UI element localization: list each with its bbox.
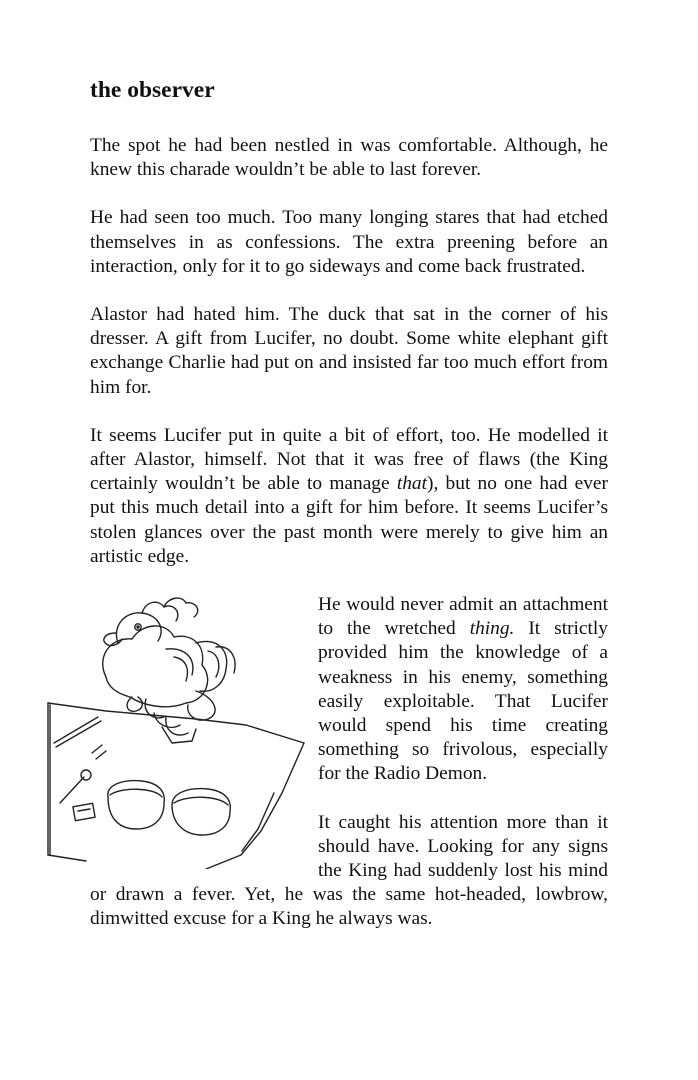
paragraph-4-part-b: ), but no one had ever put this much detail into a gift for him before. It seems Lucifer’s stolen glances over the past month were merely to give him an artistic edge. [90,473,608,567]
paragraph-5-part-b: It strictly provided him the knowledge of a weakness in his enemy, something easily exploitable. That Lucifer would spend his time creating something so frivolous, especially for the Radio Demon. [318,618,609,785]
page [90,70,608,956]
paragraph-5-emphasis: thing. [469,618,515,640]
paragraph-5-part-a: He would never admit an attachment to the wretched [318,594,608,640]
paragraph-4-emphasis: that [396,473,428,495]
duck-sketch-illustration [46,593,308,869]
paragraph-4-part-a: It seems Lucifer put in quite a bit of effort, too. He modelled it after Alastor, himself. Not that it was free of flaws (the King certainly wouldn’t be able to manage [90,424,608,495]
paragraph-3: Alastor had hated him. The duck that sat in the corner of his dresser. A gift from Lucifer, no doubt. Some white elephant gift exchange Charlie had put on and insisted far too much effort from him for. [90,304,608,398]
page-title: the observer [90,77,215,103]
paragraph-6: It caught his attention more than it should have. Looking for any signs the King had suddenly lost his mind or drawn a fever. Yet, he was the same hot-headed, lowbrow, dimwitted excuse for a King he always was. [90,811,608,930]
paragraph-2: He had seen too much. Too many longing stares that had etched themselves in as confessions. The extra preening before an interaction, only for it to go sideways and come back frustrated. [90,207,608,277]
paragraph-1: The spot he had been nestled in was comfortable. Although, he knew this charade wouldn’t be able to last forever. [90,135,608,181]
paragraph-4 [90,424,608,569]
